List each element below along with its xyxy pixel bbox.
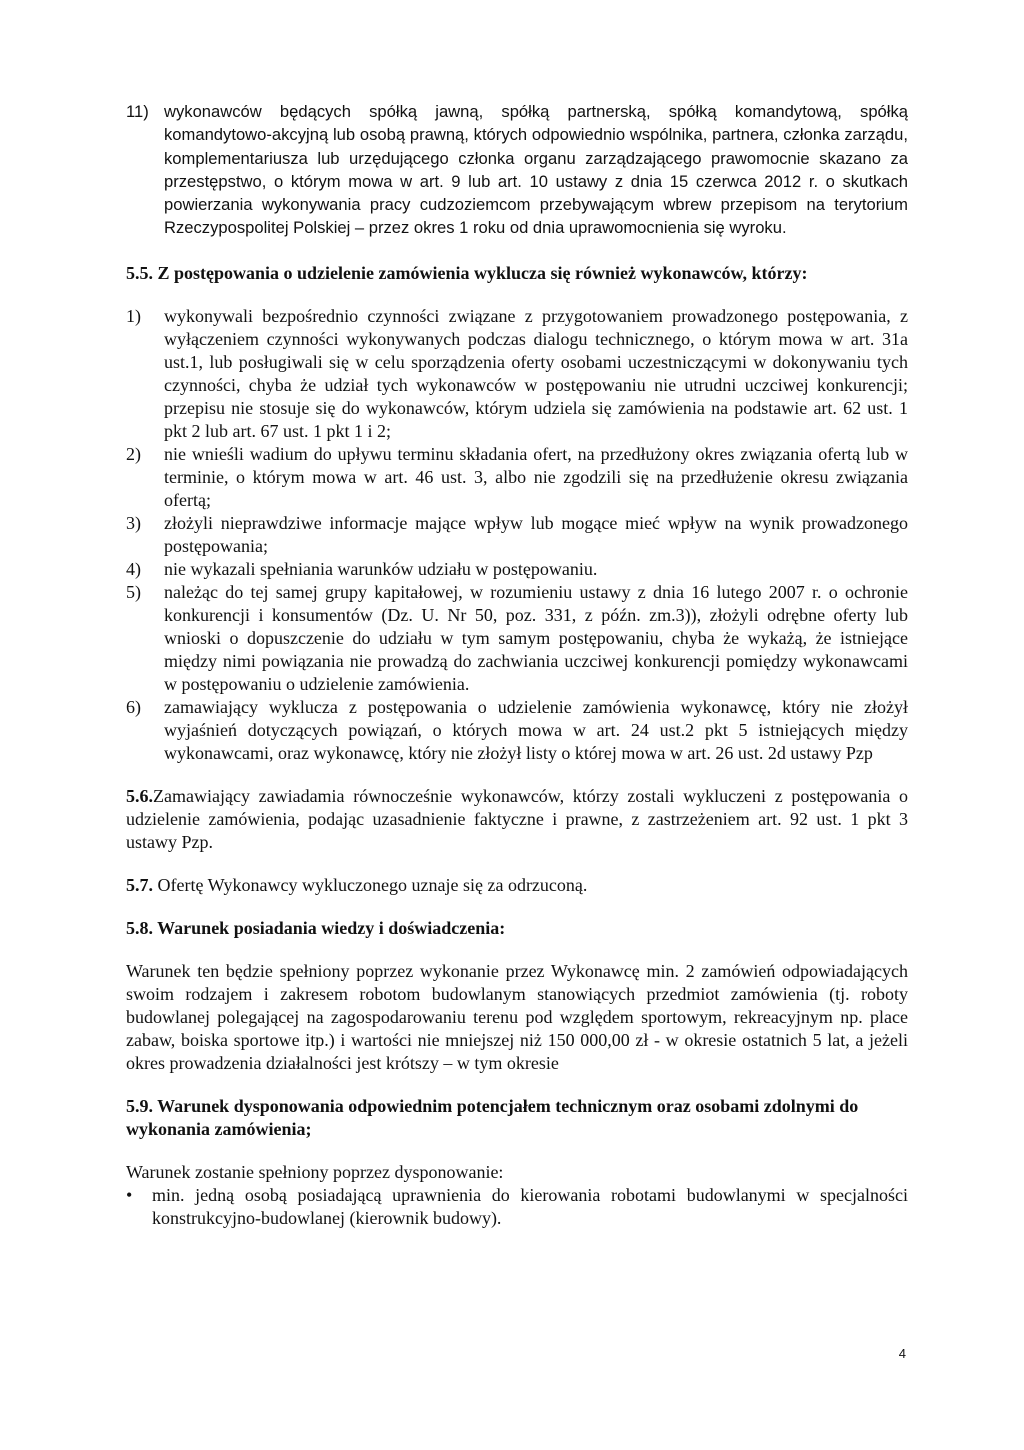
item-text: wykonywali bezpośrednio czynności związane z przygotowaniem prowadzonego postępowania, z wyłączeniem czynności wykonywanych podczas dialogu technicznego, o którym mowa w art. 31a ust.1, lub posługiwali się w celu sporządzenia oferty osobami uczestniczącymi w dokonywaniu tych czynności, chyba że udział tych wykonawców w postępowaniu nie utrudni uczciwej konkurencji; przepisu nie stosuje się do wykonawców, którym udziela się zamówienia na podstawie art. 62 ust. 1 pkt 2 lub art. 67 ust. 1 pkt 1 i 2;	[164, 305, 908, 441]
section-5-8-text: Warunek ten będzie spełniony poprzez wykonanie przez Wykonawcę min. 2 zamówień odpowiadających swoim rodzajem i zakresem robotom budowlanym stanowiących przedmiot zamówienia (tj. roboty budowlanej polegającej na zagospodarowaniu terenu pod względem sportowym, rekreacyjnym np. place zabaw, boiska sportowe itp.) i wartości nie mniejszej niż 150 000,00 zł - w okresie ostatnich 5 lat, a jeżeli okres prowadzenia działalności jest krótszy – w tym okresie	[126, 960, 908, 1073]
section-5-5-heading: 5.5. Z postępowania o udzielenie zamówienia wyklucza się również wykonawców, którzy:	[126, 262, 808, 283]
item-text: nie wykazali spełniania warunków udziału w postępowaniu.	[164, 558, 598, 579]
item-text: złożyli nieprawdziwe informacje mające wpływ lub mogące mieć wpływ na wynik prowadzonego postępowania;	[164, 512, 908, 556]
item-number: 1)	[126, 305, 141, 326]
item-text: nie wnieśli wadium do upływu terminu składania ofert, na przedłużony okres związania ofertą lub w terminie, o którym mowa w art. 46 ust. 3, albo nie zgodzili się na przedłużenie okresu związania ofertą;	[164, 443, 908, 510]
section-5-5-list	[126, 305, 908, 765]
list-item	[126, 558, 908, 581]
section-5-8-heading: 5.8. Warunek posiadania wiedzy i doświadczenia:	[126, 917, 506, 938]
item-number: 5)	[126, 581, 141, 602]
list-item	[126, 305, 908, 443]
section-5-6	[126, 785, 908, 854]
item-text: zamawiający wyklucza z postępowania o udzielenie zamówienia wykonawcę, który nie złożył wyjaśnień dotyczących powiązań, o których mowa w art. 24 ust.2 pkt 5 istniejących między wykonawcami, oraz wykonawcę, który nie złożył listy o której mowa w art. 26 ust. 2d ustawy Pzp	[164, 696, 908, 763]
list-item	[126, 443, 908, 512]
item-number: 4)	[126, 558, 141, 579]
section-text: Ofertę Wykonawcy wykluczonego uznaje się za odrzuconą.	[157, 874, 588, 895]
section-label: 5.6.	[126, 785, 153, 806]
page-number: 4	[898, 1346, 906, 1361]
section-5-9-heading: 5.9. Warunek dysponowania odpowiednim potencjałem technicznym oraz osobami zdolnymi do wykonania zamówienia;	[126, 1095, 859, 1139]
bullet-text: min. jedną osobą posiadającą uprawnienia do kierowania robotami budowlanymi w specjalności konstrukcyjno-budowlanej (kierownik budowy).	[152, 1184, 908, 1228]
page-content	[126, 100, 908, 1230]
section-text: Zamawiający zawiadamia równocześnie wykonawców, którzy zostali wykluczeni z postępowania o udzielenie zamówienia, podając uzasadnienie faktyczne i prawne, z zastrzeżeniem art. 92 ust. 1 pkt 3 ustawy Pzp.	[126, 785, 908, 852]
section-label: 5.7.	[126, 874, 153, 895]
list-item	[126, 512, 908, 558]
list-item	[126, 581, 908, 696]
item-number: 6)	[126, 696, 141, 717]
item-number: 3)	[126, 512, 141, 533]
exclusion-item-11	[126, 100, 908, 240]
item-number: 2)	[126, 443, 141, 464]
item-number: 11)	[126, 102, 149, 121]
bullet-item	[126, 1184, 908, 1230]
list-item	[126, 696, 908, 765]
section-5-7	[126, 874, 908, 897]
item-text: wykonawców będących spółką jawną, spółką partnerską, spółką komandytową, spółką komandytowo-akcyjną lub osobą prawną, których odpowiednio wspólnika, partnera, członka zarządu, komplementariusza lub urzędującego członka organu zarządzającego prawomocnie skazano za przestępstwo, o którym mowa w art. 9 lub art. 10 ustawy z dnia 15 czerwca 2012 r. o skutkach powierzania wykonywania pracy cudzoziemcom przebywającym wbrew przepisom na terytorium Rzeczypospolitej Polskiej – przez okres 1 roku od dnia uprawomocnienia się wyroku.	[164, 102, 908, 238]
bullet-icon: •	[126, 1184, 133, 1205]
item-text: należąc do tej samej grupy kapitałowej, w rozumieniu ustawy z dnia 16 lutego 2007 r. o ochronie konkurencji i konsumentów (Dz. U. Nr 50, poz. 331, z późn. zm.3)), złożyli odrębne oferty lub wnioski o dopuszczenie do udziału w tym samym postępowaniu, chyba że wykażą, że istniejące między nimi powiązania nie prowadzą do zachwiania uczciwej konkurencji pomiędzy wykonawcami w postępowaniu o udzielenie zamówienia.	[164, 581, 908, 694]
section-5-9-intro: Warunek zostanie spełniony poprzez dysponowanie:	[126, 1161, 504, 1182]
